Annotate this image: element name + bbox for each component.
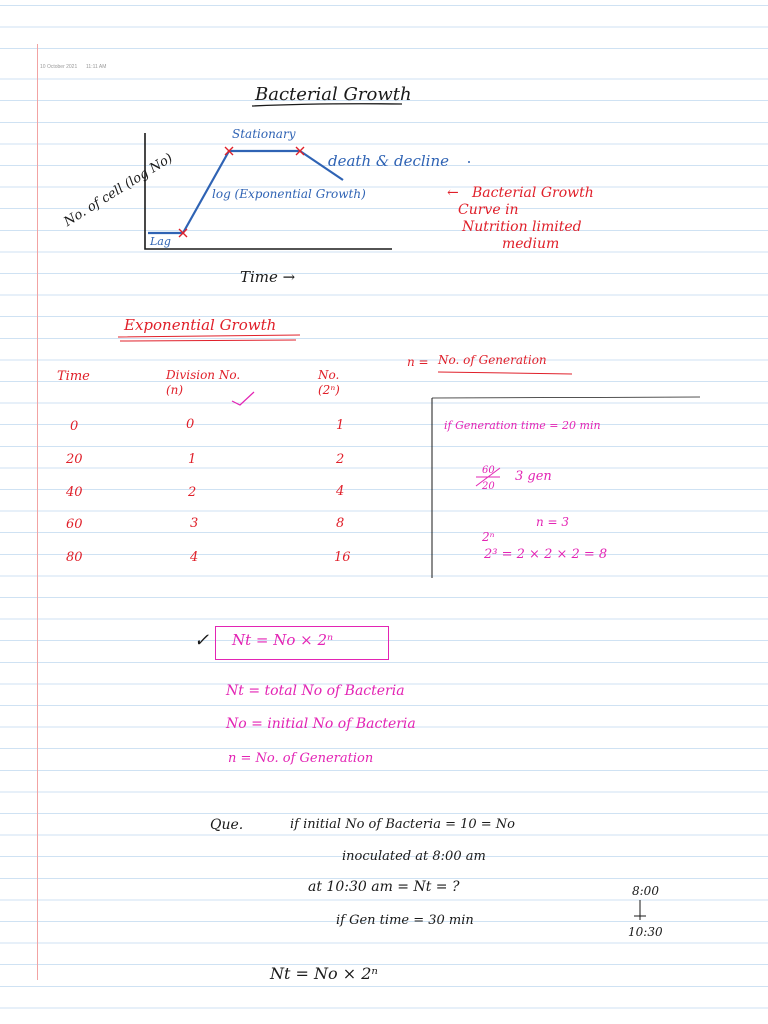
time-end: 10:30 — [628, 925, 663, 939]
main-formula: Nt = No × 2ⁿ — [232, 631, 334, 649]
table-cell-count: 1 — [336, 418, 345, 433]
table-cell-count: 8 — [336, 516, 345, 531]
table-cell-time: 80 — [66, 550, 83, 565]
fraction-denominator: 20 — [482, 481, 495, 492]
note-line-4: medium — [502, 236, 560, 252]
x-axis-label: Time → — [240, 268, 296, 286]
lag-phase-label: Lag — [150, 235, 171, 248]
table-cell-division: 4 — [190, 550, 199, 565]
n-definition-rhs: No. of Generation — [438, 353, 547, 367]
table-cell-time: 0 — [70, 419, 79, 434]
question-line-1: if initial No of Bacteria = 10 = No — [290, 817, 515, 832]
fraction-numerator: 60 — [482, 465, 495, 476]
table-cell-division: 1 — [188, 452, 197, 467]
note-time: 11:11 AM — [86, 64, 107, 70]
definition-no: No = initial No of Bacteria — [226, 716, 416, 732]
table-cell-time: 60 — [66, 517, 83, 532]
table-cell-count: 16 — [334, 550, 351, 565]
table-cell-count: 4 — [336, 484, 345, 499]
log-phase-label: log (Exponential Growth) — [212, 187, 366, 201]
definition-nt: Nt = total No of Bacteria — [226, 683, 405, 699]
death-phase-label: death & decline — [328, 152, 450, 170]
table-cell-division: 3 — [190, 516, 199, 531]
note-line-2: Curve in — [458, 202, 519, 218]
table-cell-division: 0 — [186, 417, 195, 432]
n-definition-lhs: n = — [407, 355, 429, 369]
y-axis-label: No. of cell (log No) — [61, 150, 176, 230]
note-line-1: Bacterial Growth — [472, 185, 594, 201]
time-start: 8:00 — [632, 884, 659, 898]
table-cell-division: 2 — [188, 485, 197, 500]
if-generation-time: if Generation time = 20 min — [444, 419, 601, 432]
exponential-heading: Exponential Growth — [124, 316, 277, 334]
table-cell-time: 20 — [66, 452, 83, 467]
note-line-3: Nutrition limited — [462, 219, 582, 235]
question-formula: Nt = No × 2ⁿ — [270, 964, 378, 983]
question-line-4: if Gen time = 30 min — [336, 913, 474, 928]
definition-n: n = No. of Generation — [228, 751, 374, 766]
note-arrow: ← — [447, 185, 459, 201]
table-header-count: No. (2ⁿ) — [318, 368, 340, 397]
question-line-2: inoculated at 8:00 am — [342, 849, 486, 864]
table-cell-count: 2 — [336, 452, 345, 467]
generation-count: 3 gen — [515, 469, 552, 484]
note-date: 10 October 2021 — [40, 64, 78, 70]
stationary-phase-label: Stationary — [232, 127, 296, 141]
check-mark: ✓ — [194, 630, 210, 651]
table-header-time: Time — [57, 369, 90, 384]
question-line-3: at 10:30 am = Nt = ? — [308, 879, 460, 895]
table-header-division: Division No. (n) — [166, 368, 241, 397]
page-title: Bacterial Growth — [255, 84, 412, 105]
table-cell-time: 40 — [66, 485, 83, 500]
two-power-n: 2ⁿ — [482, 530, 495, 544]
n-equals: n = 3 — [536, 515, 570, 529]
question-label: Que. — [210, 817, 244, 833]
power-calculation: 2³ = 2 × 2 × 2 = 8 — [484, 547, 608, 562]
